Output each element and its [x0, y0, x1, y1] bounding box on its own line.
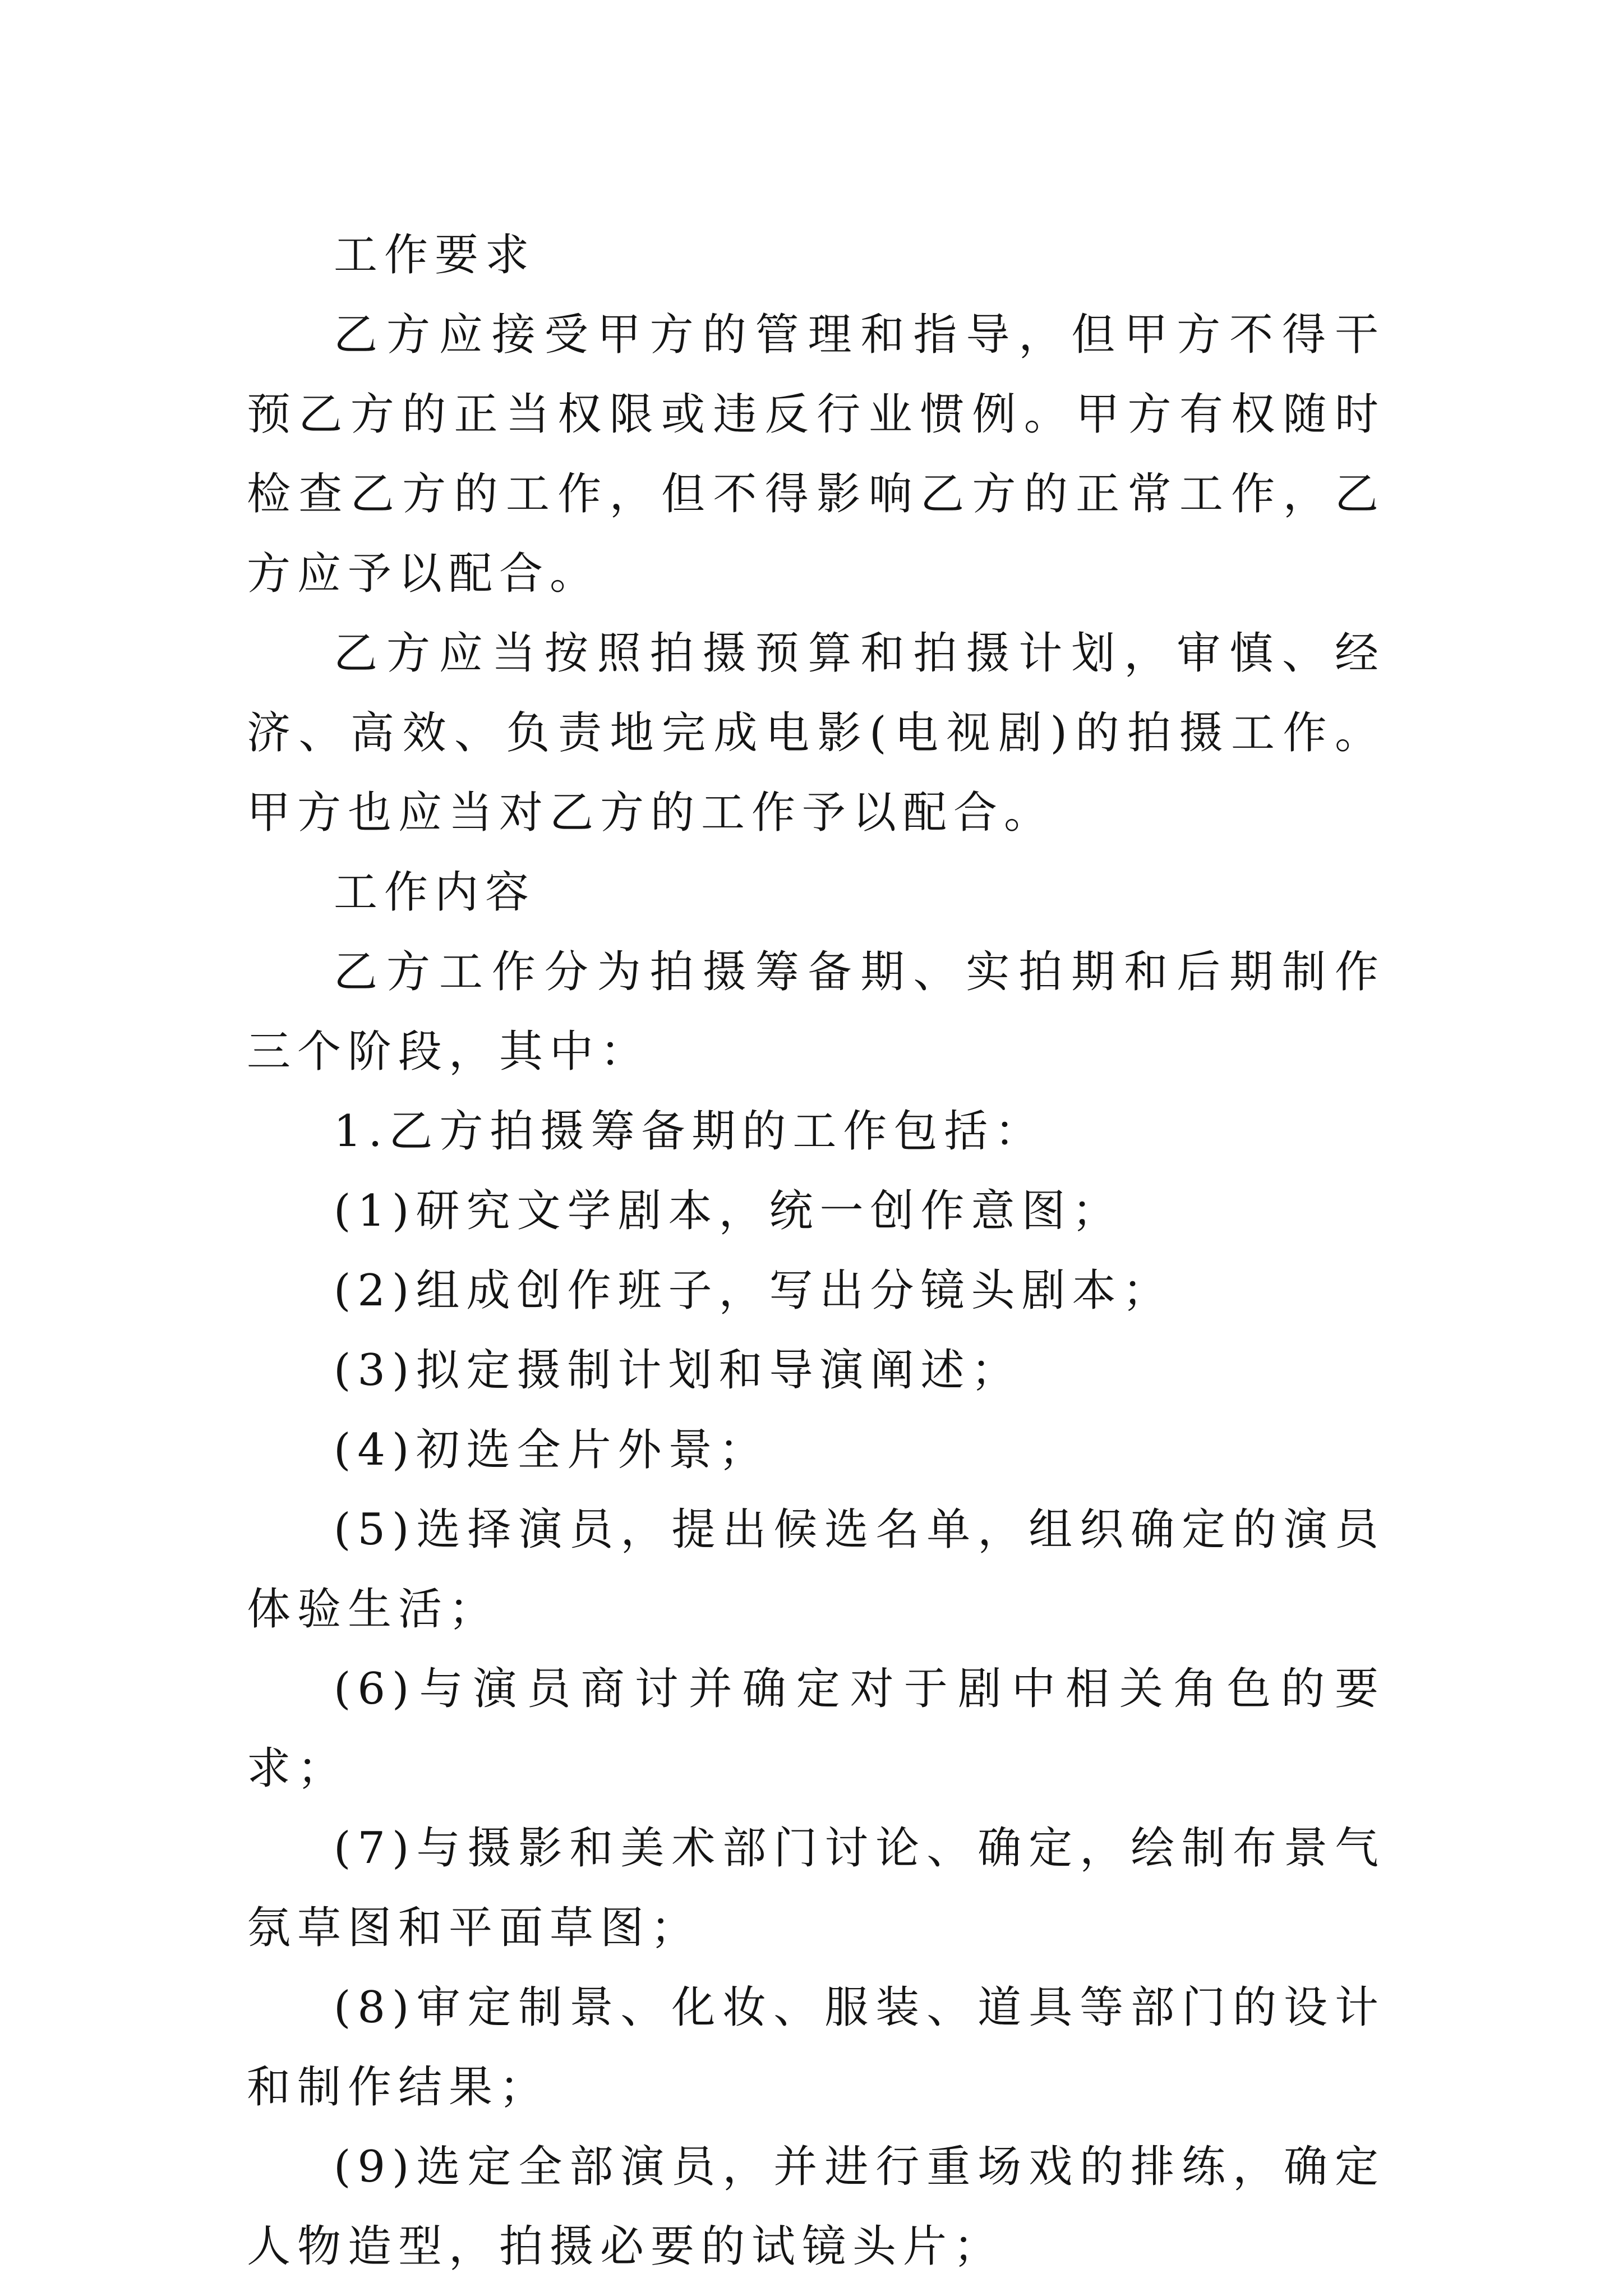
list-item-5: (5)选择演员，提出候选名单，组织确定的演员体验生活； [247, 1504, 1385, 1635]
list-heading-preparation: 1.乙方拍摄筹备期的工作包括： [334, 1106, 1045, 1157]
paragraph-budget-plan: 乙方应当按照拍摄预算和拍摄计划，审慎、经济、高效、负责地完成电影(电视剧)的拍摄工作。甲方也应当对乙方的工作予以配合。 [247, 628, 1385, 838]
list-item-2: (2)组成创作班子，写出分镜头剧本； [334, 1266, 1173, 1316]
list-item-3: (3)拟定摄制计划和导演阐述； [334, 1345, 1022, 1396]
paragraph-management-guidance: 乙方应接受甲方的管理和指导，但甲方不得干预乙方的正当权限或违反行业惯例。甲方有权随时检查乙方的工作，但不得影响乙方的正常工作，乙方应予以配合。 [247, 310, 1385, 599]
list-item-9: (9)选定全部演员，并进行重场戏的排练，确定人物造型，拍摄必要的试镜头片； [247, 2142, 1385, 2272]
section-heading-work-requirements: 工作要求 [334, 230, 536, 280]
paragraph-three-stages: 乙方工作分为拍摄筹备期、实拍期和后期制作三个阶段，其中： [247, 947, 1385, 1077]
section-heading-work-content: 工作内容 [334, 867, 536, 918]
list-item-1: (1)研究文学剧本，统一创作意图； [334, 1186, 1123, 1236]
list-item-4: (4)初选全片外景； [334, 1425, 769, 1475]
list-item-6: (6)与演员商讨并确定对于剧中相关角色的要求； [247, 1664, 1385, 1794]
document-body [247, 215, 1385, 2286]
list-item-7: (7)与摄影和美术部门讨论、确定，绘制布景气氛草图和平面草图； [247, 1823, 1385, 1953]
list-item-8: (8)审定制景、化妆、服装、道具等部门的设计和制作结果； [247, 1982, 1385, 2113]
